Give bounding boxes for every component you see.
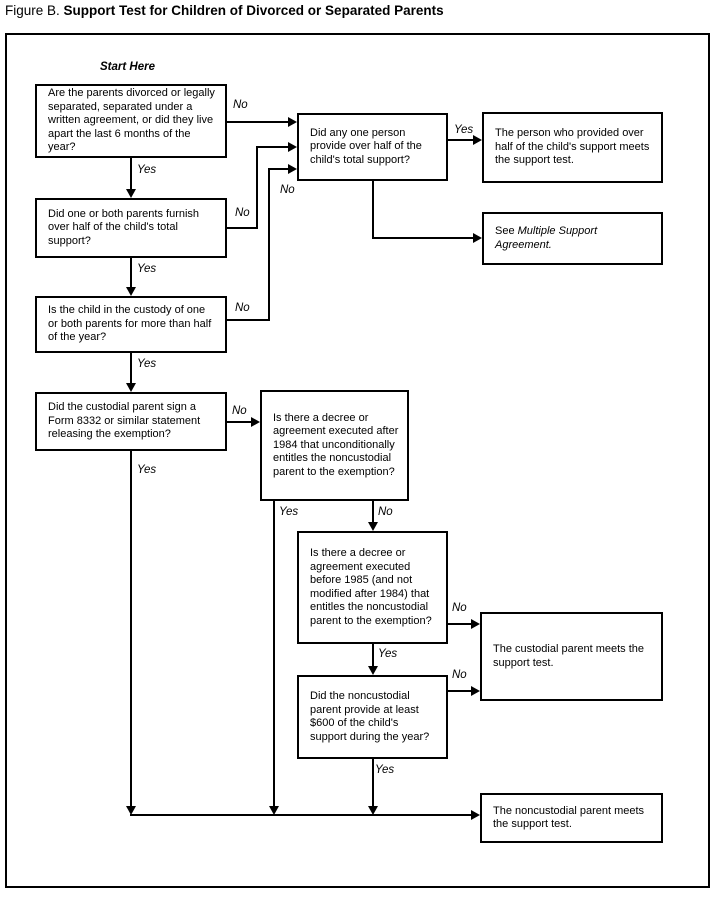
start-here-label: Start Here [100,61,155,73]
result-noncustodial-parent-box [480,793,663,843]
question-text: Did any one person provide over half of the child's total support? [310,126,422,166]
connector-q7-yes [372,644,374,667]
label-no-q2: No [235,207,250,219]
question-decree-before-1985-box [297,531,448,644]
arrowhead-right-icon [288,117,297,127]
label-yes-q3: Yes [137,358,157,370]
connector-q8-yes [372,759,374,807]
arrowhead-down-icon [368,666,378,675]
arrowhead-right-icon [473,135,482,145]
connector-q2-no-h1 [227,227,258,229]
connector-q1-yes [130,158,132,190]
label-yes-q6: Yes [279,506,299,518]
arrowhead-right-icon [471,810,480,820]
question-parents-furnish-half-box [35,198,227,258]
label-yes-q4: Yes [137,464,157,476]
arrowhead-down-icon [368,522,378,531]
arrowhead-down-icon [126,383,136,392]
label-no-q1: No [233,99,248,111]
figure-label: Figure B. [5,3,60,18]
figure-title [5,3,444,18]
arrowhead-right-icon [471,619,480,629]
label-no-q7: No [452,602,467,614]
connector-q5-no-v [372,181,374,239]
connector-q7-no [448,623,472,625]
result-custodial-parent-box [480,612,663,701]
question-form-8332-box [35,392,227,451]
result-text: The custodial parent meets the support test. [493,643,645,669]
arrowhead-down-icon [126,287,136,296]
result-text-prefix: See [495,225,518,237]
connector-q4-yes [130,451,132,807]
connector-q8-no [448,690,472,692]
connector-q3-no-v [268,168,270,321]
label-no-q4: No [232,405,247,417]
question-text: Did the custodial parent sign a Form 8332 or similar statement releasing the exemption? [48,401,201,441]
connector-q3-no-h1 [227,319,270,321]
question-text: Did one or both parents furnish over half of the child's total support? [48,207,200,247]
question-parents-divorced-box [35,84,227,158]
label-yes-q1: Yes [137,164,157,176]
connector-q6-yes [273,501,275,807]
question-text: Is the child in the custody of one or both parents for more than half of the year? [48,304,212,344]
label-yes-q7: Yes [378,648,398,660]
question-text: Did the noncustodial parent provide at least $600 of the child's support during the year? [310,690,430,743]
connector-q3-no-h2 [268,168,289,170]
result-text-italic: Multiple Support Agreement. [495,225,598,251]
connector-q5-no-h [372,237,473,239]
label-yes-q8: Yes [375,764,395,776]
arrowhead-right-icon [288,142,297,152]
label-no-q5: No [280,184,295,196]
connector-q6-no [372,501,374,523]
question-text: Is there a decree or agreement executed after 1984 that unconditionally entitles the noncustodial parent to the exemption? [273,411,399,478]
result-person-provided-box [482,112,663,183]
arrowhead-right-icon [251,417,260,427]
result-text: The noncustodial parent meets the support test. [493,804,645,830]
question-decree-after-1984-box [260,390,409,501]
label-yes-q5: Yes [454,124,474,136]
question-child-custody-box [35,296,227,353]
arrowhead-right-icon [471,686,480,696]
connector-q5-yes [448,139,474,141]
label-yes-q2: Yes [137,263,157,275]
question-text: Are the parents divorced or legally separated, separated under a written agreement, or did they live apart the last 6 months of the year? [48,87,215,154]
connector-q2-no-h2 [256,146,289,148]
connector-q3-yes [130,353,132,384]
connector-q2-yes [130,258,132,288]
connector-q1-no [227,121,289,123]
connector-q4-no [227,421,252,423]
question-600-dollars-support-box [297,675,448,759]
arrowhead-right-icon [473,233,482,243]
label-no-q3: No [235,302,250,314]
question-text: Is there a decree or agreement executed before 1985 (and not modified after 1984) that entitles the noncustodial parent to the exemption? [310,547,432,627]
question-any-one-person-box [297,113,448,181]
label-no-q6: No [378,506,393,518]
result-multiple-support-agreement-box [482,212,663,265]
figure-title-text: Support Test for Children of Divorced or Separated Parents [63,3,444,18]
result-text [495,225,653,252]
connector-q2-no-v [256,146,258,229]
arrowhead-right-icon [288,164,297,174]
result-text: The person who provided over half of the child's support meets the support test. [495,127,650,167]
arrowhead-down-icon [126,189,136,198]
connector-bottom-rail [130,814,471,816]
label-no-q8: No [452,669,467,681]
